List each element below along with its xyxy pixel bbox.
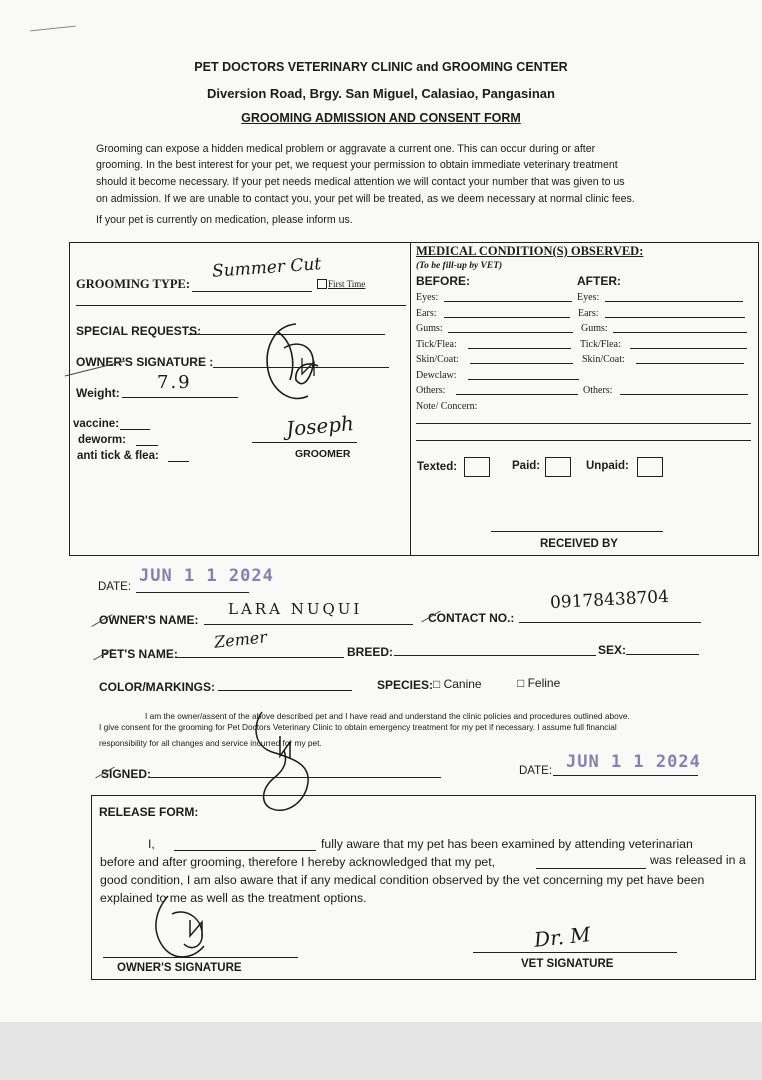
paid-checkbox[interactable]: [545, 457, 571, 477]
first-time-checkbox[interactable]: [317, 279, 327, 289]
antitick-label: anti tick & flea:: [77, 450, 159, 462]
sex-field[interactable]: [626, 654, 699, 655]
first-time-label: First Time: [328, 279, 366, 289]
release-pet-field[interactable]: [536, 868, 646, 869]
before-others-label: Others:: [416, 385, 446, 396]
after-ears-field[interactable]: [605, 317, 745, 318]
after-others-field[interactable]: [620, 394, 748, 395]
intro-line-3: should it become necessary. If your pet needs medical attention we will contact your number that was given to us: [96, 176, 625, 188]
release-owner-signature-scribble: [150, 890, 230, 970]
pet-name-value: Zemer: [213, 627, 268, 652]
date-label: DATE:: [98, 581, 132, 593]
grooming-type-label: GROOMING TYPE:: [76, 277, 191, 291]
after-skin-field[interactable]: [636, 363, 744, 364]
release-line2-b: was released in a: [650, 853, 746, 867]
release-line4: explained to me as well as the treatment options.: [100, 891, 367, 905]
owner-signature-scribble: [256, 318, 336, 408]
feline-option[interactable]: □ Feline: [517, 676, 561, 690]
owner-name-field[interactable]: [204, 624, 413, 625]
after-eyes-label: Eyes:: [577, 292, 600, 303]
clinic-address: Diversion Road, Brgy. San Miguel, Calasiao, Pangasinan: [207, 86, 555, 101]
pet-name-label: PET'S NAME:: [101, 647, 178, 661]
antitick-field[interactable]: [168, 461, 189, 462]
texted-label: Texted:: [417, 461, 458, 473]
texted-checkbox[interactable]: [464, 457, 490, 477]
received-by-field[interactable]: [491, 531, 663, 532]
weight-field[interactable]: [122, 397, 238, 398]
before-tick-label: Tick/Flea:: [416, 339, 457, 350]
weight-label: Weight:: [76, 386, 120, 400]
medical-subtitle: (To be fill-up by VET): [416, 261, 503, 271]
received-by-label: RECEIVED BY: [540, 538, 618, 550]
sex-label: SEX:: [598, 643, 627, 657]
after-tick-label: Tick/Flea:: [580, 339, 621, 350]
before-skin-field[interactable]: [470, 363, 573, 364]
owner-name-value: LARA NUQUI: [228, 600, 363, 618]
date-field[interactable]: [136, 592, 249, 593]
vaccine-label: vaccine:: [73, 418, 120, 430]
paid-label: Paid:: [512, 460, 541, 472]
release-title: RELEASE FORM:: [99, 805, 199, 819]
species-label: SPECIES:: [377, 678, 434, 692]
intro-line-5: If your pet is currently on medication, please inform us.: [96, 214, 353, 226]
color-label: COLOR/MARKINGS:: [99, 680, 215, 694]
owner-name-label: OWNER'S NAME:: [99, 613, 199, 627]
release-line2-a: before and after grooming, therefore I hereby acknowledged that my pet,: [100, 855, 496, 869]
vet-signature-field[interactable]: [473, 952, 677, 953]
after-ears-label: Ears:: [578, 308, 599, 319]
before-eyes-label: Eyes:: [416, 292, 439, 303]
vet-signature-text: Dr. M: [532, 922, 592, 952]
after-gums-label: Gums:: [581, 323, 608, 334]
grooming-type-field[interactable]: [192, 291, 312, 292]
unpaid-checkbox[interactable]: [637, 457, 663, 477]
signed-label: SIGNED:: [101, 767, 152, 781]
contact-field[interactable]: [519, 622, 701, 623]
note-line-2[interactable]: [416, 440, 751, 441]
groomer-label: GROOMER: [295, 448, 351, 460]
note-label: Note/ Concern:: [416, 401, 478, 412]
deworm-label: deworm:: [78, 434, 126, 446]
release-line1-a: I,: [148, 837, 155, 851]
vet-signature-label: VET SIGNATURE: [521, 958, 614, 970]
grooming-type-value: Summer Cut: [211, 254, 322, 282]
intro-line-4: on admission. If we are unable to contact you, your pet will be treated, as we deem necessary at normal clinic fees.: [96, 193, 635, 205]
contact-value: 09178438704: [549, 586, 670, 614]
vaccine-field[interactable]: [120, 429, 150, 430]
canine-option[interactable]: □ Canine: [433, 677, 482, 691]
special-requests-label: SPECIAL REQUESTS:: [76, 324, 202, 338]
date-stamp: JUN 1 1 2024: [139, 566, 274, 586]
consent-line-1: I am the owner/assent of the above described pet and I have read and understand the clinic policies and procedures outlined above.: [145, 711, 630, 721]
groomer-name: Joseph: [285, 411, 355, 441]
after-others-label: Others:: [583, 385, 613, 396]
intro-line-2: grooming. In the best interest for your pet, we request your permission to obtain immediate veterinary treatment: [96, 159, 618, 171]
breed-label: BREED:: [347, 645, 394, 659]
release-line3: good condition, I am also aware that if any medical condition observed by the vet concerning my pet have been: [100, 873, 705, 887]
owner-signature-label: OWNER'S SIGNATURE :: [76, 355, 214, 369]
release-owner-field[interactable]: [174, 850, 316, 851]
before-skin-label: Skin/Coat:: [416, 354, 459, 365]
consent-line-2: I give consent for the grooming for Pet Doctors Veterinary Clinic to obtain emergency treatment for my pet if necessary. I assume full financial: [99, 722, 617, 732]
consent-date-label: DATE:: [519, 765, 553, 777]
before-gums-label: Gums:: [416, 323, 443, 334]
deworm-field[interactable]: [136, 445, 158, 446]
consent-line-3: responsibility for all changes and service incurred for my pet.: [99, 738, 322, 748]
before-ears-label: Ears:: [416, 308, 437, 319]
before-label: BEFORE:: [416, 274, 470, 288]
before-gums-field[interactable]: [448, 332, 573, 333]
before-dewclaw-field[interactable]: [468, 379, 579, 380]
unpaid-label: Unpaid:: [586, 460, 629, 472]
medical-title: MEDICAL CONDITION(S) OBSERVED:: [416, 244, 644, 258]
after-skin-label: Skin/Coat:: [582, 354, 625, 365]
after-gums-field[interactable]: [613, 332, 747, 333]
before-dewclaw-label: Dewclaw:: [416, 370, 457, 381]
before-ears-field[interactable]: [444, 317, 570, 318]
weight-value: 7.9: [157, 372, 192, 393]
consent-date-field[interactable]: [553, 775, 698, 776]
pet-name-field[interactable]: [176, 657, 344, 658]
scan-mark: [30, 26, 76, 32]
release-owner-signature-label: OWNER'S SIGNATURE: [117, 962, 242, 974]
consent-date-stamp: JUN 1 1 2024: [566, 752, 701, 772]
grooming-type-field-2[interactable]: [76, 305, 406, 306]
clinic-name: PET DOCTORS VETERINARY CLINIC and GROOMING CENTER: [194, 60, 568, 74]
after-tick-field[interactable]: [630, 348, 747, 349]
contact-label: CONTACT NO.:: [428, 611, 515, 625]
color-field[interactable]: [218, 690, 352, 691]
after-label: AFTER:: [577, 274, 621, 288]
after-eyes-field[interactable]: [605, 301, 743, 302]
form-title: GROOMING ADMISSION AND CONSENT FORM: [241, 111, 521, 125]
before-eyes-field[interactable]: [444, 301, 572, 302]
breed-field[interactable]: [394, 655, 596, 656]
groomer-field[interactable]: [252, 442, 357, 443]
table-divider: [410, 242, 411, 555]
intro-line-1: Grooming can expose a hidden medical problem or aggravate a current one. This can occur during or after: [96, 143, 596, 155]
before-others-field[interactable]: [456, 394, 578, 395]
release-line1-b: fully aware that my pet has been examined by attending veterinarian: [321, 837, 693, 851]
note-line-1[interactable]: [416, 423, 751, 424]
before-tick-field[interactable]: [468, 348, 571, 349]
